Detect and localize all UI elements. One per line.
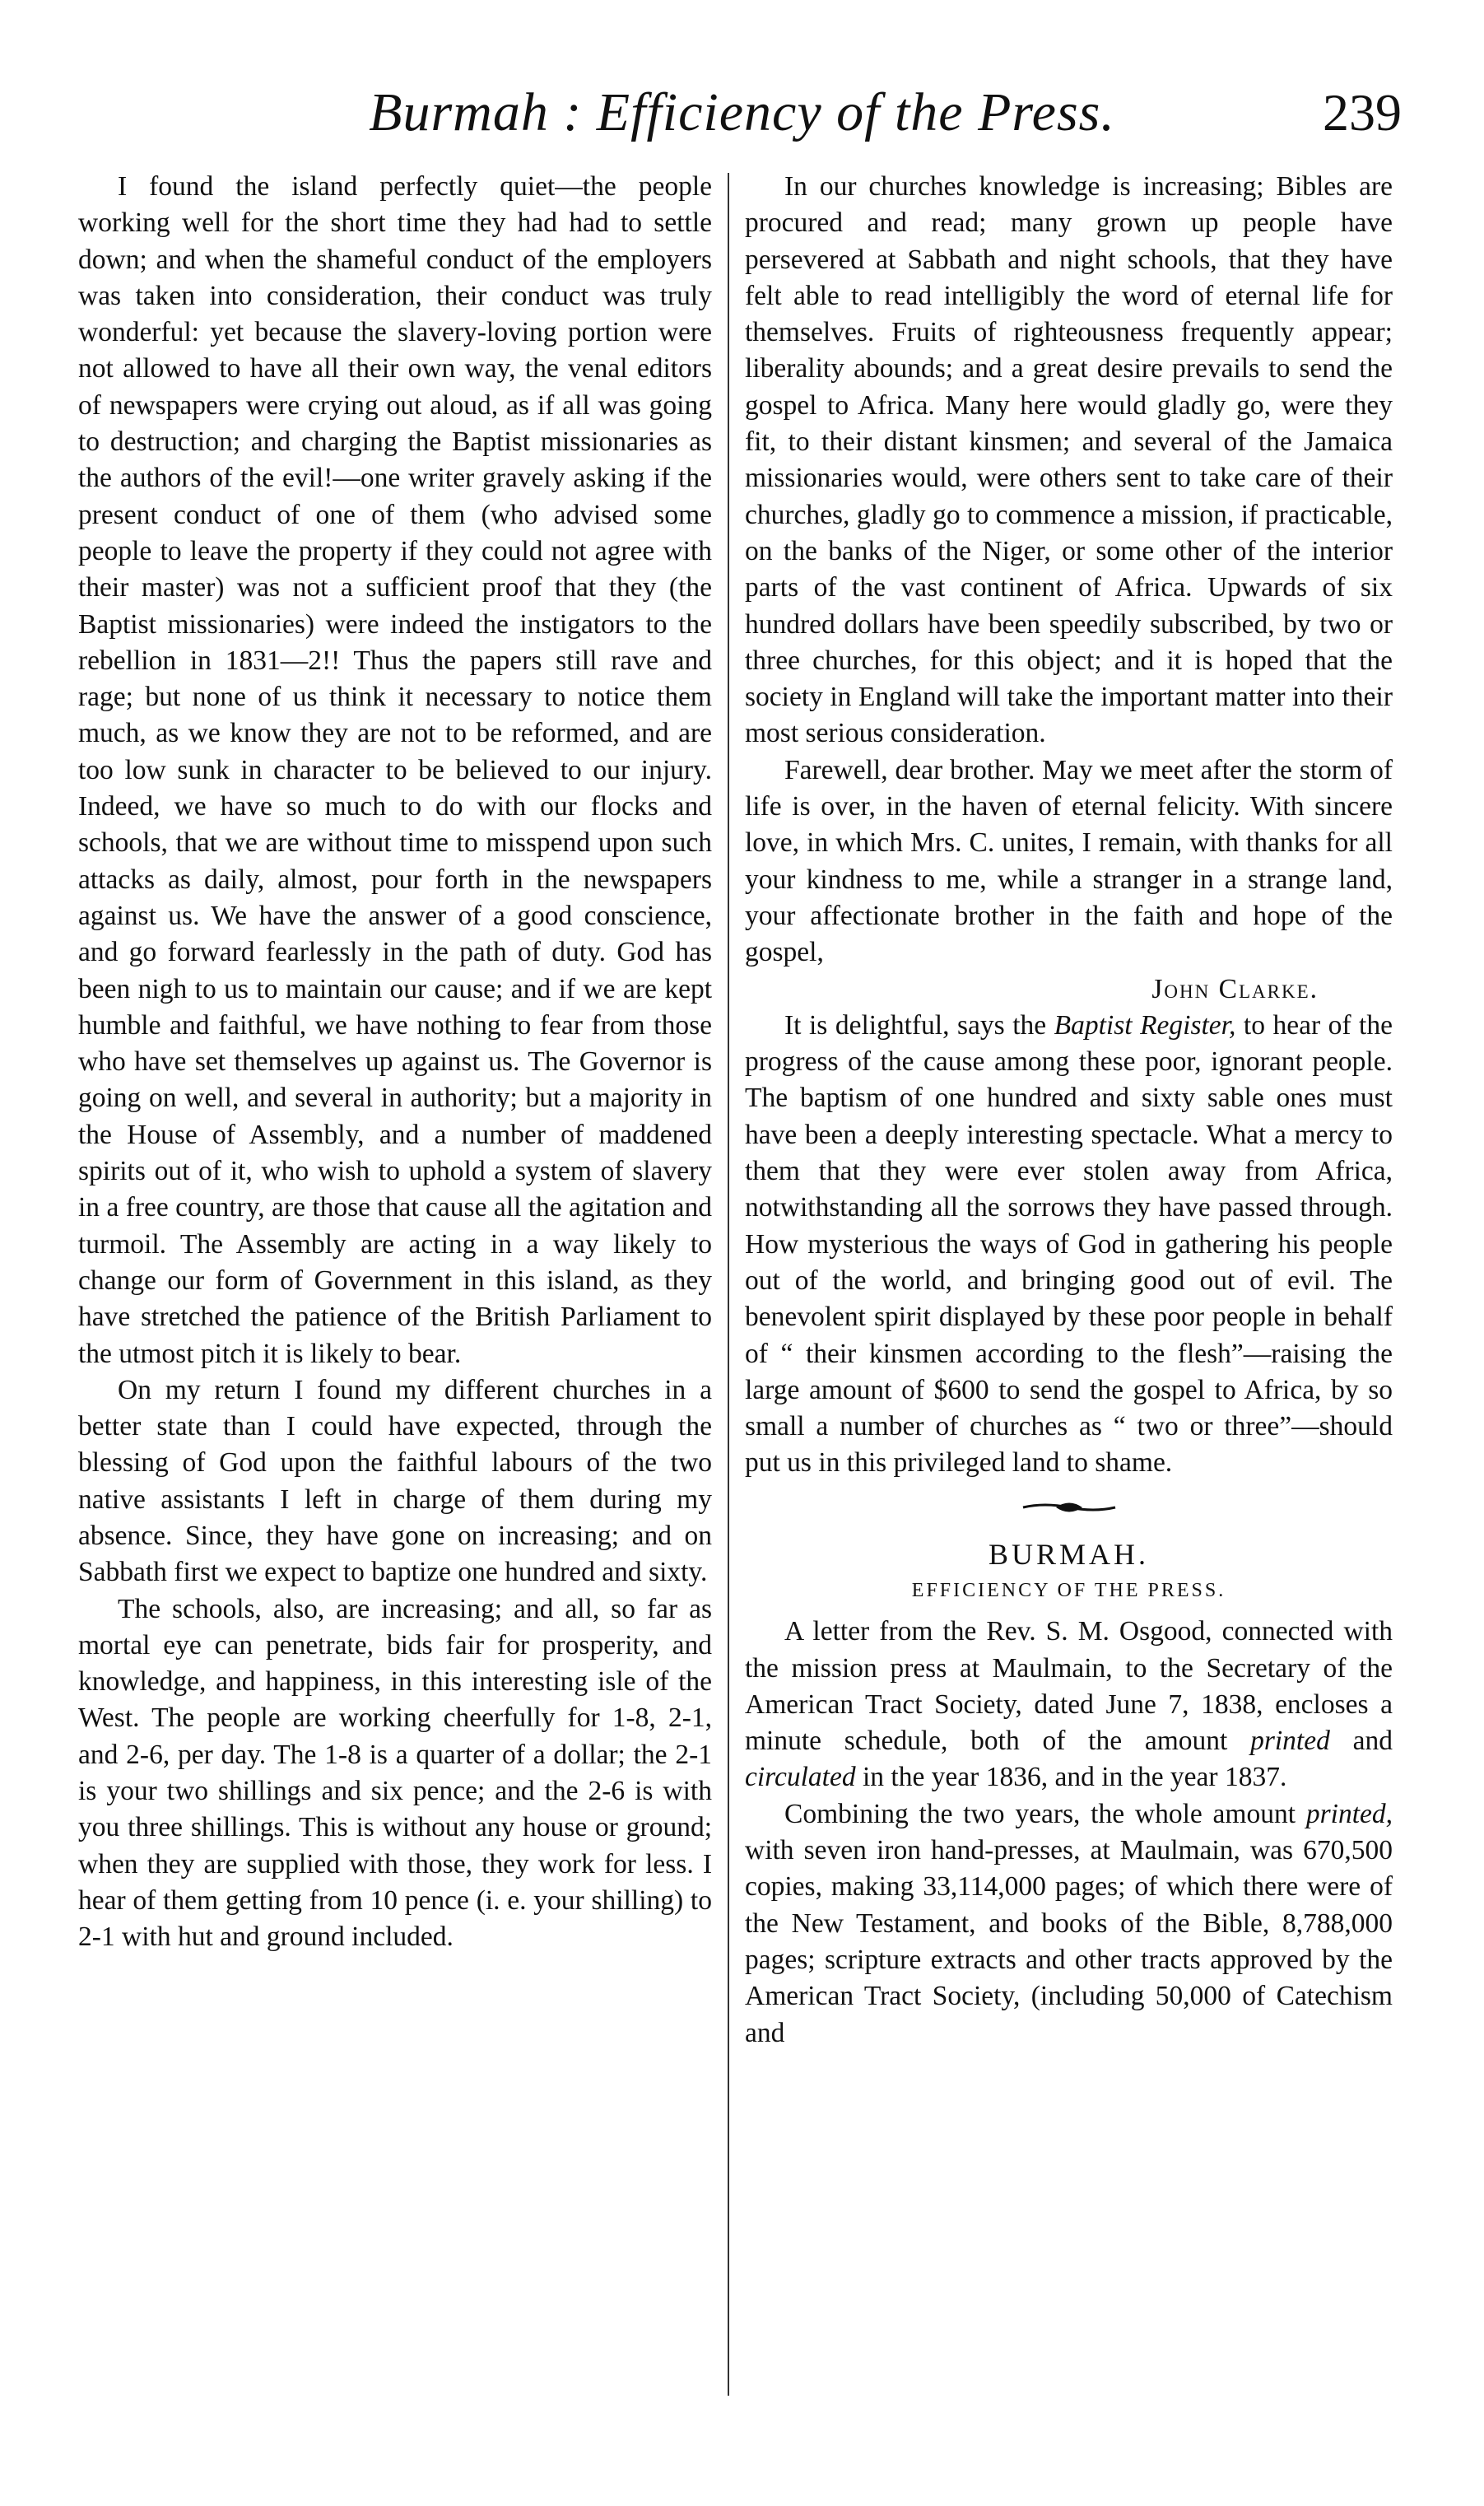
column-divider <box>728 173 729 2396</box>
paragraph: I found the island perfectly quiet—the people working well for the short time they had had to settle down; and when the shameful conduct of the employers was taken into consideration, their conduct was truly wonderful: yet because the slavery-loving portion were not allowed to have all their own way, the venal editors of newspapers were crying out aloud, as if all was going to destruction; and charging the Baptist missionaries as the authors of the evil!—one writer gravely asking if the present conduct of one of them (who advised some people to leave the property if they could not agree with their master) was not a sufficient proof that they (the Baptist missionaries) were indeed the instigators to the rebellion in 1831—2!! Thus the papers still rave and rage; but none of us think it necessary to notice them much, as we know they are not to be reformed, and are too low sunk in character to be believed to our injury. Indeed, we have so much to do with our flocks and schools, that we are without time to misspend upon such attacks as daily, almost, pour forth in the newspapers against us. We have the answer of a good conscience, and go forward fearlessly in the path of duty. God has been nigh to us to maintain our cause; and if we are kept humble and faithful, we have nothing to fear from those who have set themselves up against us. The Governor is going on well, and several in authority; but a majority in the House of Assembly, and a number of maddened spirits out of it, who wish to uphold a system of slavery in a free country, are those that cause all the agitation and turmoil. The Assembly are acting in a way likely to change our form of Government in this island, as they have stretched the patience of the British Parliament to the utmost pitch it is likely to bear. <box>78 171 712 1369</box>
paragraph: In our churches knowledge is increasing; Bibles are procured and read; many grown up people have persevered at Sabbath and night schools, that they have felt able to read intelligibly the word of eternal life for themselves. Fruits of righteousness frequently appear; liberality abounds; and a great desire prevails to send the gospel to Africa. Many here would gladly go, were they fit, to their distant kinsmen; and several of the Jamaica missionaries would, were others sent to take care of their churches, gladly go to commence a mission, if practicable, on the banks of the Niger, or some other of the interior parts of the vast continent of Africa. Upwards of six hundred dollars have been speedily subscribed, by two or three churches, for this object; and it is hoped that the society in England will take the important matter into their most serious consideration. <box>745 171 1393 749</box>
signature: John Clarke. <box>1151 973 1319 1004</box>
section-title: BURMAH. <box>988 1537 1150 1571</box>
text-run: and <box>1329 1726 1393 1757</box>
right-column <box>745 169 1393 2052</box>
ornament-divider <box>745 1493 1393 1530</box>
source-title: Baptist Register, <box>1054 1009 1236 1041</box>
emphasis: printed, <box>1305 1798 1393 1829</box>
paragraph <box>745 1796 1393 2052</box>
page-number: 239 <box>1323 83 1402 142</box>
running-head <box>49 76 1435 150</box>
paragraph <box>745 1008 1393 1482</box>
emphasis: printed <box>1250 1726 1330 1757</box>
text-run: in the year 1836, and in the year 1837. <box>855 1762 1287 1793</box>
emphasis: circulated <box>745 1762 856 1793</box>
left-column <box>78 169 712 1956</box>
paragraph <box>745 1614 1393 1796</box>
running-title: Burmah : Efficiency of the Press. <box>369 82 1115 142</box>
paragraph: On my return I found my different churches in a better state than I could have expected, through the blessing of God upon the faithful labours of the two native assistants I left in charge of them during my absence. Since, they have gone on increasing; and on Sabbath first we expect to baptize one hundred and sixty. <box>78 1374 712 1588</box>
section-subtitle: EFFICIENCY OF THE PRESS. <box>911 1579 1226 1601</box>
flourish-icon <box>1020 1495 1119 1520</box>
text-run: to hear of the progress of the cause among these poor, ignorant people. The baptism of one hundred and sixty sable ones must have been a deeply interesting spectacle. What a mercy to them that they were ever stolen away from Africa, notwithstanding all the sorrows they have passed through. How mysterious the ways of God in gathering his people out of the world, and bringing good out of evil. The benevolent spirit displayed by these poor people in behalf of “ their kinsmen according to the flesh”—raising the large amount of $600 to send the gospel to Africa, by so small a number of churches as “ two or three”—should put us in this privileged land to shame. <box>745 1009 1393 1479</box>
paragraph: The schools, also, are increasing; and all, so far as mortal eye can penetrate, bids fair for prosperity, and knowledge, and happiness, in this interesting isle of the West. The people are working cheerfully for 1-8, 2-1, and 2-6, per day. The 1-8 is a quarter of a dollar; the 2-1 is your two shillings and six pence; and the 2-6 is with you three shillings. This is without any house or ground; when they are supplied with those, they work for less. I hear of them getting from 10 pence (i. e. your shilling) to 2-1 with hut and ground included. <box>78 1593 712 1953</box>
text-run: with seven iron hand-presses, at Maulmain, was 670,500 copies, making 33,114,000 pages; of which there were of the New Testament, and books of the Bible, 8,788,000 pages; scripture extracts and other tracts approved by the American Tract Society, (including 50,000 of Catechism and <box>745 1835 1393 2048</box>
text-run: Combining the two years, the whole amount <box>784 1798 1306 1829</box>
text-run: It is delightful, says the <box>784 1009 1054 1041</box>
text-run: A letter from the Rev. S. M. Osgood, connected with the mission press at Maulmain, to the Secretary of the American Tract Society, dated June 7, 1838, encloses a minute schedule, both of the amount <box>745 1616 1393 1757</box>
paragraph: Farewell, dear brother. May we meet after the storm of life is over, in the haven of eternal felicity. With sincere love, in which Mrs. C. unites, I remain, with thanks for all your kindness to me, while a stranger in a strange land, your affectionate brother in the faith and hope of the gospel, <box>745 754 1393 968</box>
